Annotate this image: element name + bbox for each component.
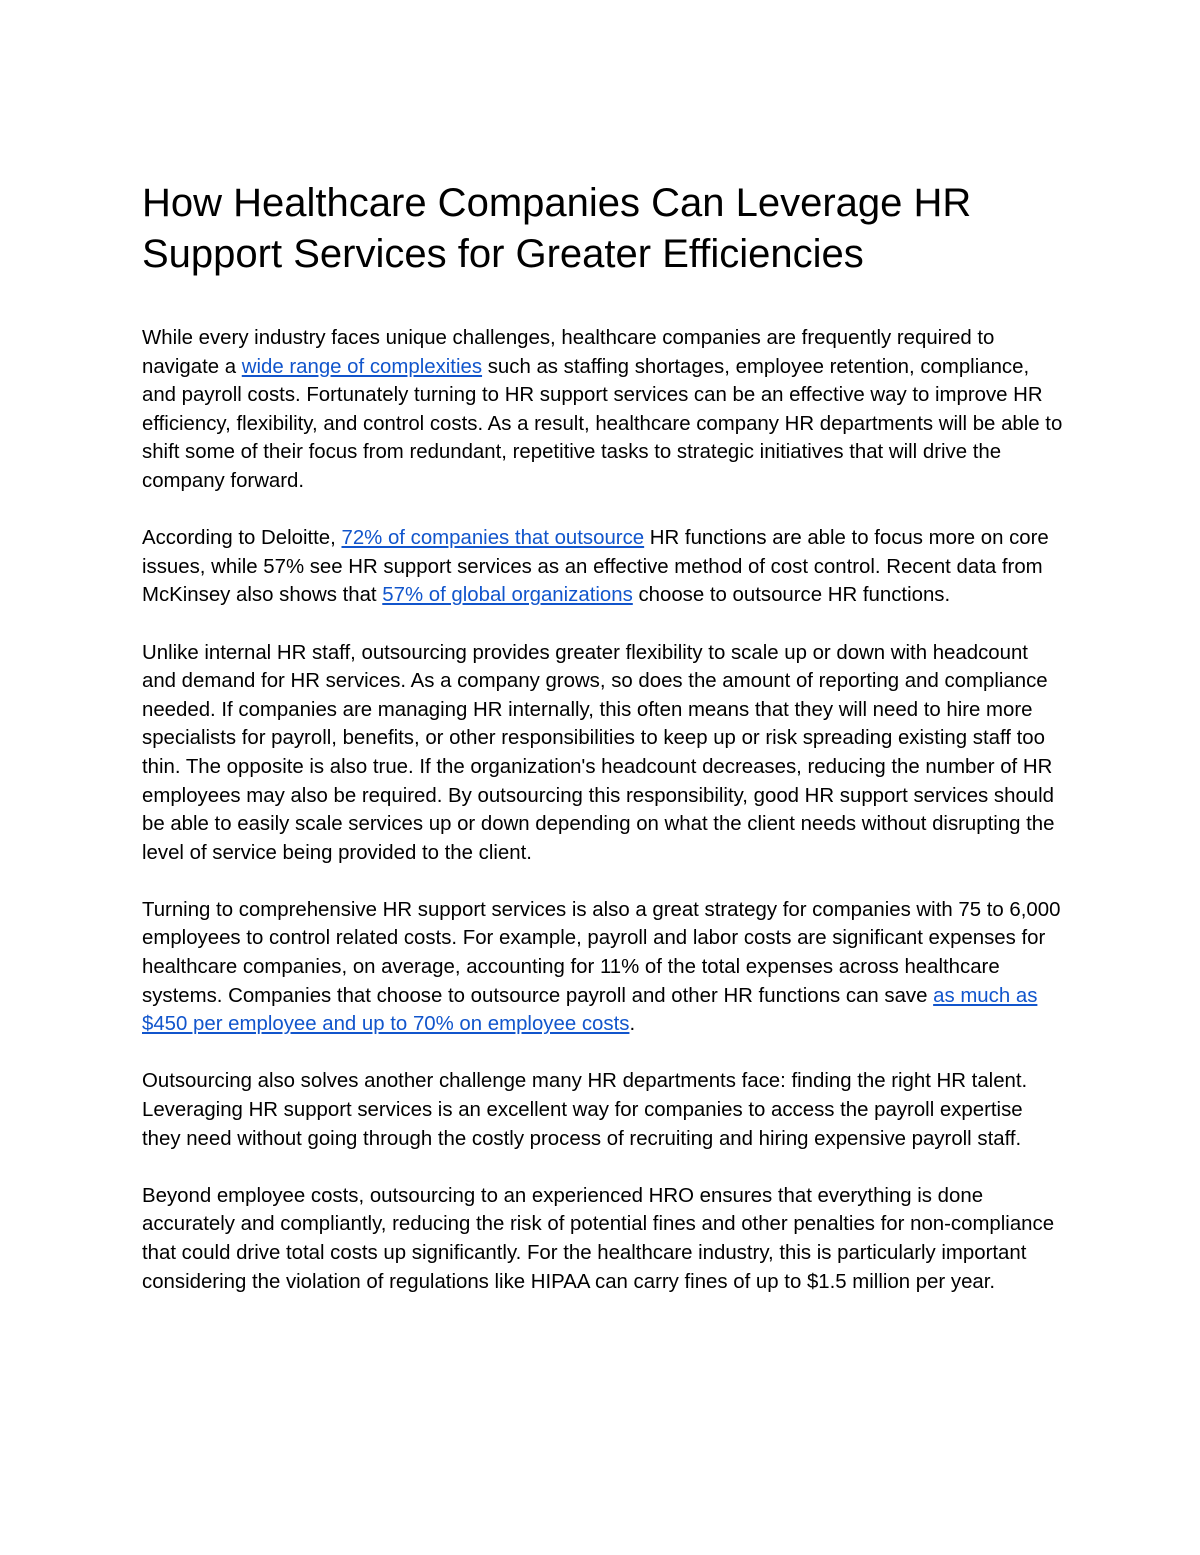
link-57-percent-global-organizations[interactable]: 57% of global organizations	[382, 584, 633, 607]
paragraph-text: choose to outsource HR functions.	[632, 584, 951, 607]
paragraph-text: such as staffing shortages, employee retention, compliance, and payroll costs. Fortunately turning to HR support services can be an effective way to improve HR efficiency, flexibility, and control costs. As a result, healthcare company HR departments will be able to shift some of their focus from redundant, repetitive tasks to strategic initiatives that will drive the company forward.	[142, 355, 1063, 492]
link-72-percent-outsource[interactable]: 72% of companies that outsource	[341, 527, 645, 550]
paragraph-costs	[142, 896, 1064, 1039]
paragraph-deloitte	[142, 524, 1064, 610]
paragraph-text: According to Deloitte,	[142, 527, 342, 550]
paragraph-text: While every industry faces unique challenges, healthcare companies are frequently required to navigate a	[142, 327, 995, 378]
paragraph-talent: Outsourcing also solves another challenge many HR departments face: finding the right HR talent. Leveraging HR support services is an excellent way for companies to access the payroll expertise they need without going through the costly process of recruiting and hiring expensive payroll staff.	[142, 1070, 1028, 1150]
document-title: How Healthcare Companies Can Leverage HR Support Services for Greater Efficiencies	[142, 181, 972, 276]
paragraph-compliance: Beyond employee costs, outsourcing to an experienced HRO ensures that everything is done accurately and compliantly, reducing the risk of potential fines and other penalties for non-compliance that could drive total costs up significantly. For the healthcare industry, this is particularly important considering the violation of regulations like HIPAA can carry fines of up to $1.5 million per year.	[142, 1184, 1055, 1293]
paragraph-text: Turning to comprehensive HR support services is also a great strategy for companies with 75 to 6,000 employees to control related costs. For example, payroll and labor costs are significant expenses for healthcare companies, on average, accounting for 11% of the total expenses across healthcare systems. Companies that choose to outsource payroll and other HR functions can save	[142, 898, 1061, 1007]
link-wide-range-of-complexities[interactable]: wide range of complexities	[241, 355, 483, 378]
paragraph-text: .	[629, 1013, 636, 1036]
document-body	[142, 324, 1064, 1325]
paragraph-text: HR functions are able to focus more on core issues, while 57% see HR support services as an effective method of cost control. Recent data from McKinsey also shows that	[142, 527, 1049, 607]
paragraph-flexibility: Unlike internal HR staff, outsourcing provides greater flexibility to scale up or down with headcount and demand for HR services. As a company grows, so does the amount of reporting and compliance needed. If companies are managing HR internally, this often means that they will need to hire more specialists for payroll, benefits, or other responsibilities to keep up or risk spreading existing staff too thin. The opposite is also true. If the organization's headcount decreases, reducing the number of HR employees may also be required. By outsourcing this responsibility, good HR support services should be able to easily scale services up or down depending on what the client needs without disrupting the level of service being provided to the client.	[142, 641, 1055, 864]
paragraph-intro	[142, 324, 1064, 496]
link-employee-cost-savings[interactable]: as much as $450 per employee and up to 70% on employee costs	[142, 984, 1038, 1036]
